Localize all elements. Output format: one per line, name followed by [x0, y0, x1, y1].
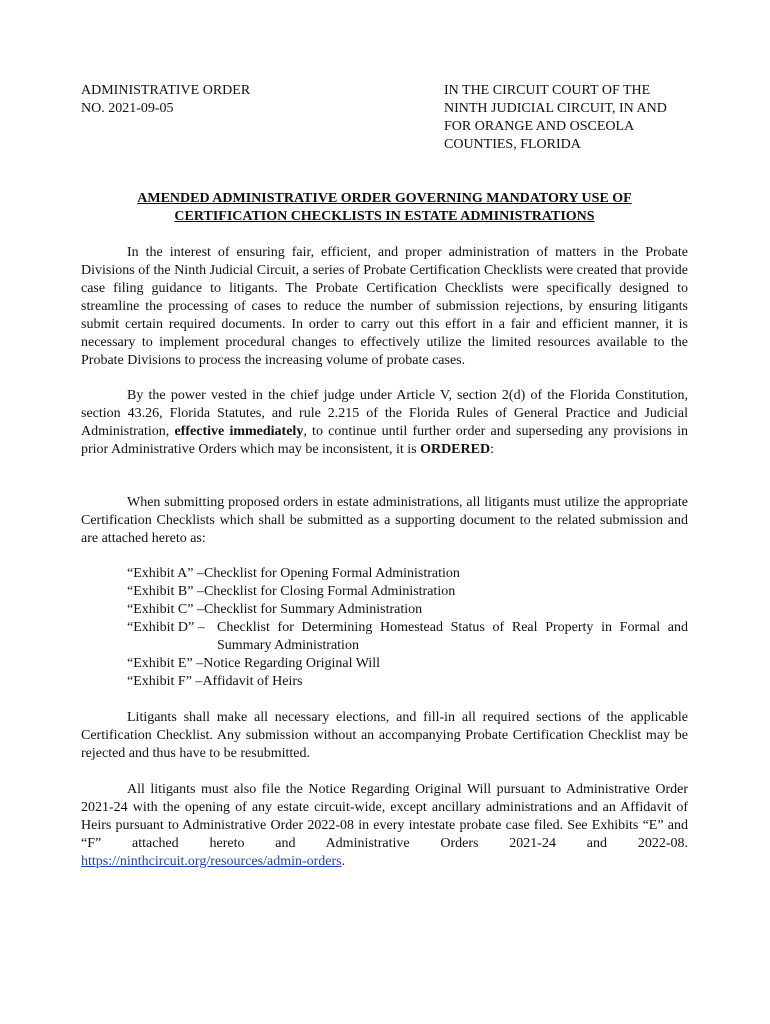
court-header — [444, 82, 714, 154]
exhibit-description: Checklist for Summary Administration — [204, 602, 423, 617]
court-line-1: IN THE CIRCUIT COURT OF THE — [444, 83, 651, 98]
admin-orders-link[interactable]: https://ninthcircuit.org/resources/admin-orders — [81, 854, 342, 869]
exhibit-item — [127, 601, 688, 619]
authority-text-3: : — [490, 442, 494, 457]
title-line-2: CERTIFICATION CHECKLISTS IN ESTATE ADMINISTRATIONS — [174, 209, 595, 224]
authority-text-1: By the power vested in the chief judge under Article V, section 2(d) of the Florida Constitution, section 43.26, Florida Statutes, and rule 2.215 of the Florida Rules of General Practice and Judicial Administration, — [81, 388, 688, 439]
court-line-3: FOR ORANGE AND OSCEOLA — [444, 119, 635, 134]
exhibit-item — [127, 565, 688, 583]
exhibit-item — [127, 655, 688, 673]
exhibit-item — [127, 583, 688, 601]
exhibit-label: “Exhibit B” – — [127, 584, 204, 599]
exhibit-item — [127, 673, 688, 691]
document-title — [81, 190, 688, 226]
title-line-1: AMENDED ADMINISTRATIVE ORDER GOVERNING MANDATORY USE OF — [137, 191, 632, 206]
notice-end: . — [341, 854, 346, 869]
exhibit-label: “Exhibit E” – — [127, 656, 204, 671]
exhibit-description: Notice Regarding Original Will — [203, 656, 381, 671]
paragraph-notice — [81, 781, 688, 871]
exhibit-description: Checklist for Determining Homestead Status of Real Property in Formal and Summary Administration — [217, 620, 688, 653]
effective-immediately: effective immediately — [174, 424, 304, 439]
exhibit-description: Affidavit of Heirs — [202, 674, 303, 689]
court-line-4: COUNTIES, FLORIDA — [444, 137, 581, 152]
exhibit-description: Checklist for Opening Formal Administration — [204, 566, 460, 581]
order-number-header — [81, 82, 381, 118]
ordered-label: ORDERED — [420, 442, 491, 457]
authority-text-2: , to continue until further order and superseding any provisions in prior Administrative Orders which may be inconsistent, it is — [81, 424, 688, 457]
paragraph-intro: In the interest of ensuring fair, efficient, and proper administration of matters in the Probate Divisions of the Ninth Judicial Circuit, a series of Probate Certification Checklists were created that provide case filing guidance to litigants. The Probate Certification Checklists were specifically designed to streamline the processing of cases to reduce the number of submission rejections, by ensuring litigants submit certain required documents. In order to carry out this effort in a fair and efficient manner, it is necessary to implement procedural changes to effectively utilize the limited resources available to the Probate Divisions to process the increasing volume of probate cases. — [81, 245, 688, 368]
exhibit-label: “Exhibit A” – — [127, 566, 204, 581]
order-number: NO. 2021-09-05 — [81, 101, 174, 116]
exhibit-label: “Exhibit C” – — [127, 602, 204, 617]
court-line-2: NINTH JUDICIAL CIRCUIT, IN AND — [444, 101, 667, 116]
paragraph-authority — [81, 387, 688, 459]
exhibit-label: “Exhibit D” – — [127, 620, 205, 635]
exhibit-item — [127, 619, 688, 655]
exhibit-description: Checklist for Closing Formal Administration — [204, 584, 456, 599]
paragraph-checklists: When submitting proposed orders in estate administrations, all litigants must utilize the appropriate Certification Checklists which shall be submitted as a supporting document to the related submission and are attached hereto as: — [81, 495, 688, 546]
notice-text: All litigants must also file the Notice Regarding Original Will pursuant to Administrative Order 2021-24 with the opening of any estate circuit-wide, except ancillary administrations and an Affidavit of Heirs pursuant to Administrative Order 2022-08 in every intestate probate case filed. See Exhibits “E” and “F” attached hereto and Administrative Orders 2021-24 and 2022-08. — [81, 782, 688, 851]
exhibit-label: “Exhibit F” – — [127, 674, 203, 689]
paragraph-elections: Litigants shall make all necessary elections, and fill-in all required sections of the applicable Certification Checklist. Any submission without an accompanying Probate Certification Checklist may be rejected and thus have to be resubmitted. — [81, 710, 688, 761]
exhibit-list — [127, 565, 688, 691]
order-type: ADMINISTRATIVE ORDER — [81, 83, 251, 98]
